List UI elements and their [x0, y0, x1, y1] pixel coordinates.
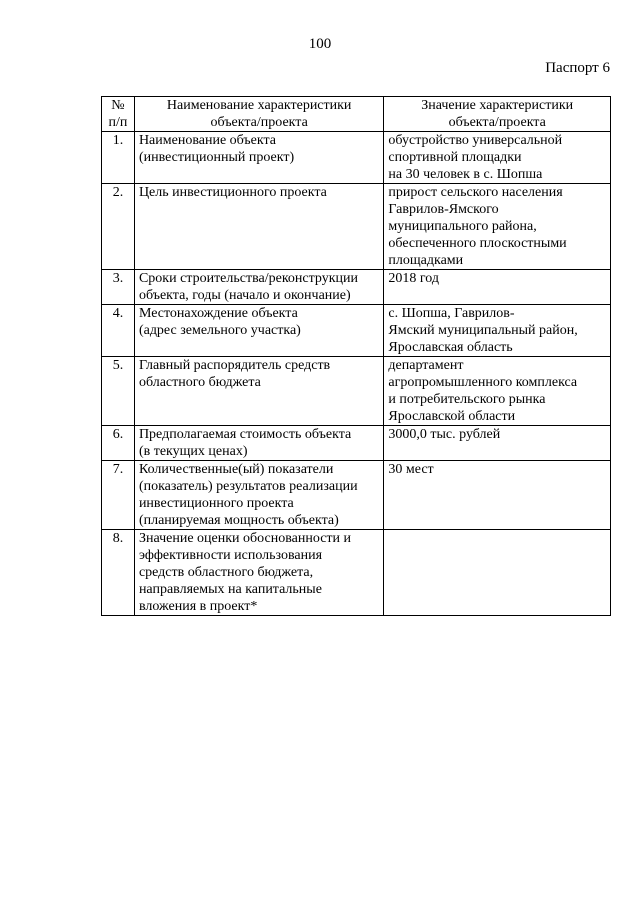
table-header-row [102, 97, 611, 132]
row-value: 3000,0 тыс. рублей [384, 426, 611, 461]
table-row [102, 530, 611, 616]
page-number: 100 [308, 36, 332, 52]
table-row [102, 461, 611, 530]
row-number: 8. [102, 530, 135, 616]
row-number: 1. [102, 132, 135, 184]
table-row [102, 305, 611, 357]
table-row [102, 357, 611, 426]
row-name: Главный распорядитель средств областного бюджета [134, 357, 383, 426]
row-name: Наименование объекта (инвестиционный проект) [134, 132, 383, 184]
header-characteristic-value: Значение характеристики объекта/проекта [384, 97, 611, 132]
table-row [102, 184, 611, 270]
table-row [102, 270, 611, 305]
row-name: Сроки строительства/реконструкции объекта, годы (начало и окончание) [134, 270, 383, 305]
row-value: прирост сельского населения Гаврилов-Ямского муниципального района, обеспеченного плоскостными площадками [384, 184, 611, 270]
row-number: 5. [102, 357, 135, 426]
row-name: Значение оценки обоснованности и эффективности использования средств областного бюджета, направляемых на капитальные вложения в проект* [134, 530, 383, 616]
row-value: обустройство универсальной спортивной площадки на 30 человек в с. Шопша [384, 132, 611, 184]
row-name: Предполагаемая стоимость объекта (в текущих ценах) [134, 426, 383, 461]
row-value [384, 530, 611, 616]
row-name: Количественные(ый) показатели (показатель) результатов реализации инвестиционного проекта (планируемая мощность объекта) [134, 461, 383, 530]
row-number: 2. [102, 184, 135, 270]
row-number: 4. [102, 305, 135, 357]
table-row [102, 426, 611, 461]
row-name: Цель инвестиционного проекта [134, 184, 383, 270]
row-number: 6. [102, 426, 135, 461]
row-value: департамент агропромышленного комплекса и потребительского рынка Ярославской области [384, 357, 611, 426]
row-name: Местонахождение объекта (адрес земельного участка) [134, 305, 383, 357]
header-number: № п/п [102, 97, 135, 132]
row-number: 7. [102, 461, 135, 530]
row-number: 3. [102, 270, 135, 305]
row-value: с. Шопша, Гаврилов- Ямский муниципальный район, Ярославская область [384, 305, 611, 357]
row-value: 30 мест [384, 461, 611, 530]
row-value: 2018 год [384, 270, 611, 305]
passport-table [101, 96, 611, 616]
header-characteristic-name: Наименование характеристики объекта/проекта [134, 97, 383, 132]
table-row [102, 132, 611, 184]
passport-label: Паспорт 6 [545, 60, 610, 76]
